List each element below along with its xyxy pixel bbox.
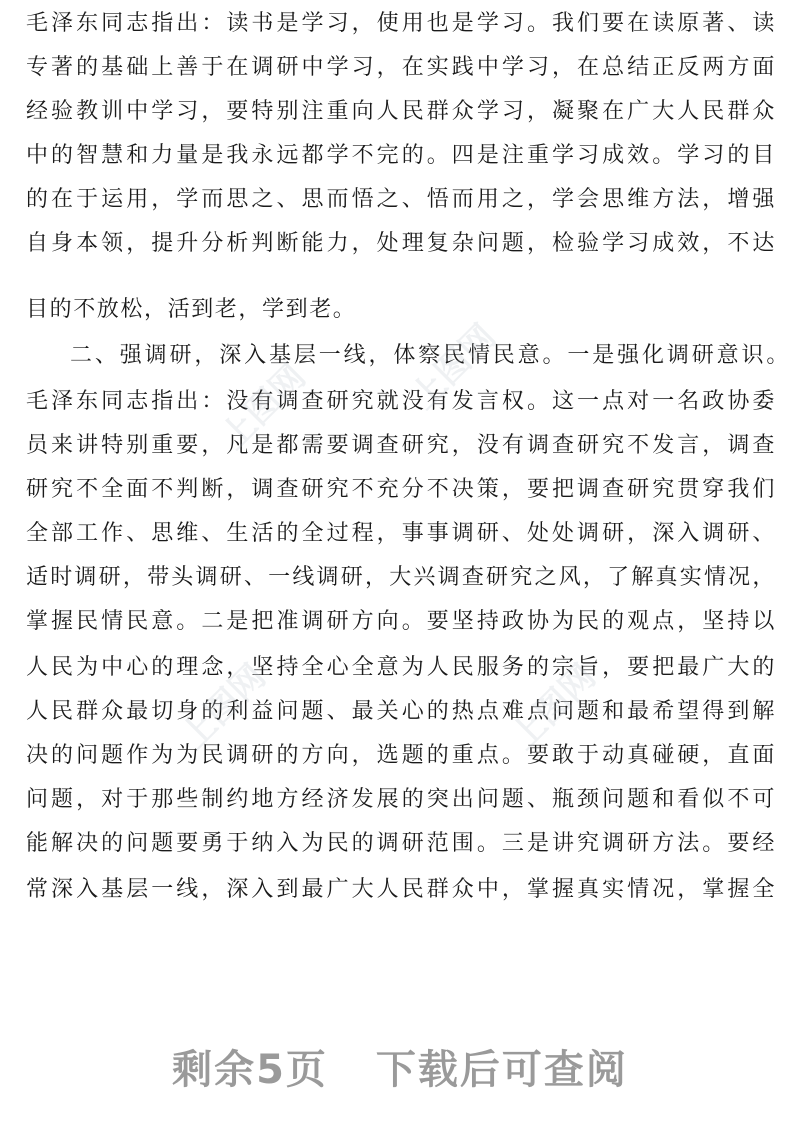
text-line: 目的不放松，活到老，学到老。 — [26, 297, 357, 322]
text-line: 专著的基础上善于在调研中学习，在实践中学习，在总结正反两方面 — [26, 55, 776, 80]
text-line: 的在于运用，学而思之、思而悟之、悟而用之，学会思维方法，增强 — [26, 187, 776, 212]
text-line: 研究不全面不判断，调查研究不充分不决策，要把调查研究贯穿我们 — [26, 477, 776, 502]
watermark-logo: 上图网 — [173, 656, 274, 758]
download-hint-label: 下载后可查阅 — [375, 1047, 628, 1093]
text-line: 问题，对于那些制约地方经济发展的突出问题、瓶颈问题和看似不可 — [26, 787, 776, 812]
text-line: 毛泽东同志指出：读书是学习，使用也是学习。我们要在读原著、读 — [26, 11, 776, 36]
text-line: 适时调研，带头调研、一线调研，大兴调查研究之风，了解真实情况， — [26, 565, 776, 590]
text-line: 人民为中心的理念，坚持全心全意为人民服务的宗旨，要把最广大的 — [26, 655, 776, 680]
text-line: 常深入基层一线，深入到最广大人民群众中，掌握真实情况，掌握全 — [26, 877, 776, 902]
text-line: 自身本领，提升分析判断能力，处理复杂问题，检验学习成效，不达 — [26, 231, 776, 256]
text-line: 掌握民情民意。二是把准调研方向。要坚持政协为民的观点，坚持以 — [26, 609, 776, 634]
text-line: 员来讲特别重要，凡是都需要调查研究，没有调查研究不发言，调查 — [26, 433, 776, 458]
download-prompt-banner[interactable] — [0, 1040, 800, 1100]
remaining-pages-label: 剩余5页 — [172, 1047, 328, 1093]
text-line: 决的问题作为为民调研的方向，选题的重点。要敢于动真碰硬，直面 — [26, 743, 776, 768]
section-heading-line: 二、强调研，深入基层一线，体察民情民意。一是强化调研意识。 — [70, 343, 790, 368]
watermark-logo: 上图网 — [503, 656, 604, 758]
text-line: 经验教训中学习，要特别注重向人民群众学习，凝聚在广大人民群众 — [26, 99, 776, 124]
text-line: 毛泽东同志指出：没有调查研究就没有发言权。这一点对一名政协委 — [26, 389, 776, 414]
text-line: 中的智慧和力量是我永远都学不完的。四是注重学习成效。学习的目 — [26, 143, 776, 168]
text-line: 全部工作、思维、生活的全过程，事事调研、处处调研，深入调研、 — [26, 521, 776, 546]
text-line: 能解决的问题要勇于纳入为民的调研范围。三是讲究调研方法。要经 — [26, 831, 776, 856]
watermark-logo: 上图网 — [403, 316, 504, 418]
watermark-logo: 上图网 — [213, 356, 314, 458]
text-line: 人民群众最切身的利益问题、最关心的热点难点问题和最希望得到解 — [26, 699, 776, 724]
